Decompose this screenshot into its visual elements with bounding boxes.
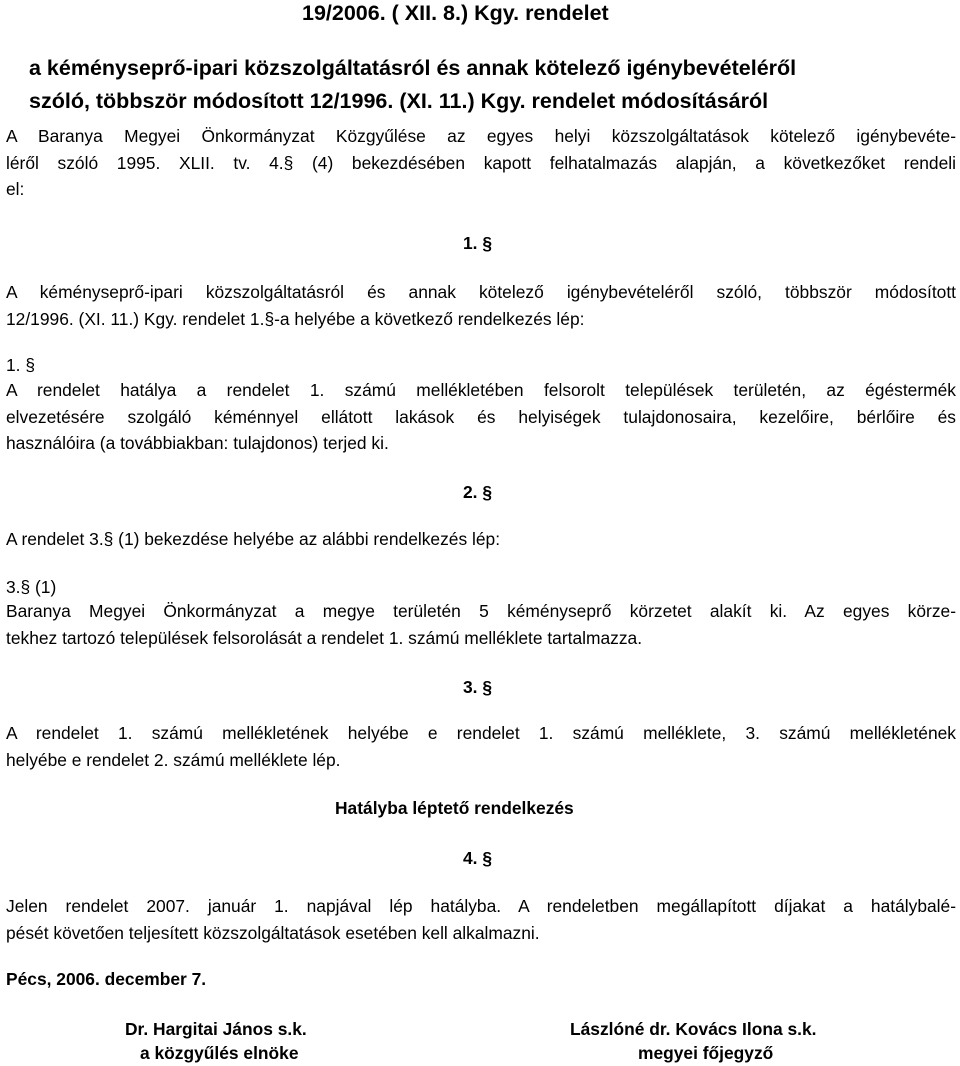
signer2-name: Lászlóné dr. Kovács Ilona s.k. [570,1019,817,1039]
section-sign-icon: § [283,152,294,173]
section-1-body-line1: A rendelet hatálya a rendelet 1. számú mellékletében felsorolt települések területén, az égéstermék [6,380,956,400]
effective-body [6,895,956,945]
document-title: 19/2006. ( XII. 8.) Kgy. rendelet [302,1,609,25]
document-subtitle-line1: a kéményseprő-ipari közszolgáltatásról és annak kötelező igénybevételéről [29,56,797,80]
signer2-role: megyei főjegyző [638,1043,774,1063]
preamble [6,125,956,202]
preamble-line1: A Baranya Megyei Önkormányzat Közgyűlése az egyes helyi közszolgáltatások kötelező igénybevéte- [6,126,956,146]
section-sign-icon: § [482,677,493,697]
section-sign-icon: § [482,482,493,502]
preamble-line2-b: (4) bekezdésében kapott felhatalmazás alapján, a következőket rendeli [293,152,956,173]
section-sign-icon: § [482,848,493,868]
place-date: Pécs, 2006. december 7. [6,969,207,989]
section-1-text [6,281,956,331]
section-3-body [6,722,956,772]
section-1-number: 1. [463,233,483,253]
section-1-sub-heading: 1. § [6,355,36,375]
section-2-intro: A rendelet 3.§ (1) bekezdése helyébe az alábbi rendelkezés lép: [6,529,501,549]
preamble-line3: el: [6,179,25,199]
section-1-line2-a: 12/1996. (XI. 11.) Kgy. rendelet 1. [6,308,265,329]
section-sign-icon: § [25,355,36,375]
effective-body-line1: Jelen rendelet 2007. január 1. napjával lép hatályba. A rendeletben megállapított díjakat a hatálybalé- [6,896,956,916]
effective-title: Hatályba léptető rendelkezés [335,798,574,818]
section-sign-icon: § [103,529,114,549]
section-2-body-line2: tekhez tartozó települések felsorolását a rendelet 1. számú melléklete tartalmazza. [6,627,643,648]
document-subtitle-line2: szóló, többször módosított 12/1996. (XI. 11.) Kgy. rendelet módosításáról [29,89,769,113]
section-2-sub-heading: 3.§ (1) [6,577,57,597]
section-sign-icon: § [20,577,31,597]
section-3-body-line2: helyébe e rendelet 2. számú melléklete lép. [6,749,341,770]
section-2-body-line1: Baranya Megyei Önkormányzat a megye területén 5 kéményseprő körzetet alakít ki. Az egyes körze- [6,601,956,621]
signer1-role: a közgyűlés elnöke [140,1043,299,1063]
section-sign-icon: § [482,233,493,253]
section-1-body [6,379,956,456]
section-1-heading [463,232,492,256]
section-4-heading: 4. § [463,848,493,868]
section-1-body-line2: elvezetésére szolgáló kéménnyel ellátott lakások és helyiségek tulajdonosaira, kezelőire, bérlőire és [6,406,956,427]
section-1-body-line3: használóira (a továbbiakban: tulajdonos) terjed ki. [6,433,389,453]
section-1-line2 [6,308,956,332]
section-2-body [6,600,956,650]
section-1-line1: A kéményseprő-ipari közszolgáltatásról és annak kötelező igénybevételéről szóló, többször módosított [6,282,956,302]
preamble-line2 [6,152,956,176]
section-1-line2-b: -a helyébe a következő rendelkezés lép: [274,308,585,329]
section-3-body-line1: A rendelet 1. számú mellékletének helyébe e rendelet 1. számú melléklete, 3. számú mellékletének [6,723,956,743]
signer1-name: Dr. Hargitai János s.k. [125,1019,307,1039]
preamble-line2-a: léről szóló 1995. XLII. tv. 4. [6,152,284,173]
section-sign-icon: § [264,308,275,329]
section-3-heading: 3. § [463,677,493,697]
section-2-heading: 2. § [463,482,493,502]
effective-body-line2: pését követően teljesített közszolgáltatások esetében kell alkalmazni. [6,922,540,943]
